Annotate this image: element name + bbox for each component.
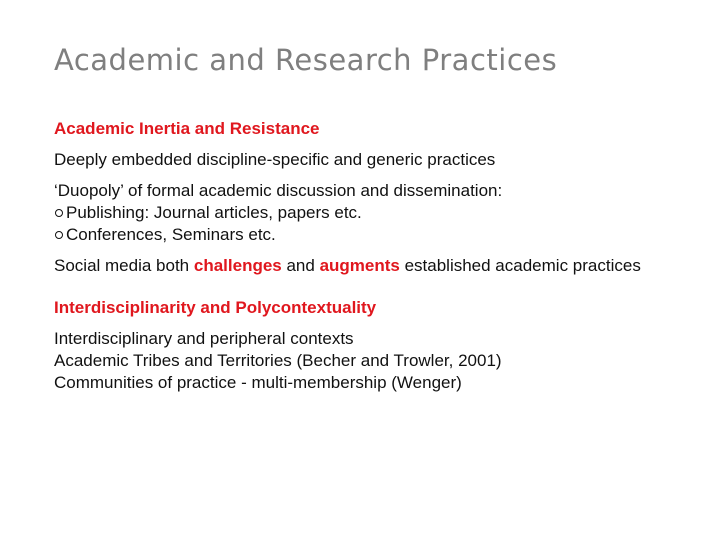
list-item-label: Publishing: Journal articles, papers etc. (66, 203, 362, 222)
text-line-communities-of-practice: Communities of practice - multi-membership (Wenger) (54, 373, 462, 392)
list-item-label: Conferences, Seminars etc. (66, 225, 276, 244)
hollow-circle-bullet-icon (55, 231, 63, 239)
paragraph-social-media (54, 255, 694, 277)
highlight-challenges: challenges (193, 256, 282, 275)
slide-content (54, 118, 694, 394)
text-line-peripheral-contexts: Interdisciplinary and peripheral contexts (54, 329, 354, 348)
hollow-circle-bullet-icon (55, 209, 63, 217)
paragraph-text: Social media both (54, 256, 194, 275)
text-block-contexts (54, 328, 694, 394)
section-heading-inertia: Academic Inertia and Resistance (54, 119, 320, 138)
text-line-tribes-territories: Academic Tribes and Territories (Becher and Trowler, 2001) (54, 351, 502, 370)
highlight-augments: augments (319, 256, 400, 275)
section-heading-interdisciplinarity: Interdisciplinarity and Polycontextuality (54, 298, 377, 317)
list-item-publishing (54, 202, 694, 224)
text-line-duopoly: ‘Duopoly’ of formal academic discussion and dissemination: (54, 181, 503, 200)
paragraph-text: established academic practices (399, 256, 641, 275)
text-line-embedded-practices: Deeply embedded discipline-specific and generic practices (54, 150, 496, 169)
slide-title: Academic and Research Practices (54, 43, 558, 77)
list-item-conferences (54, 224, 694, 246)
paragraph-text: and (281, 256, 320, 275)
